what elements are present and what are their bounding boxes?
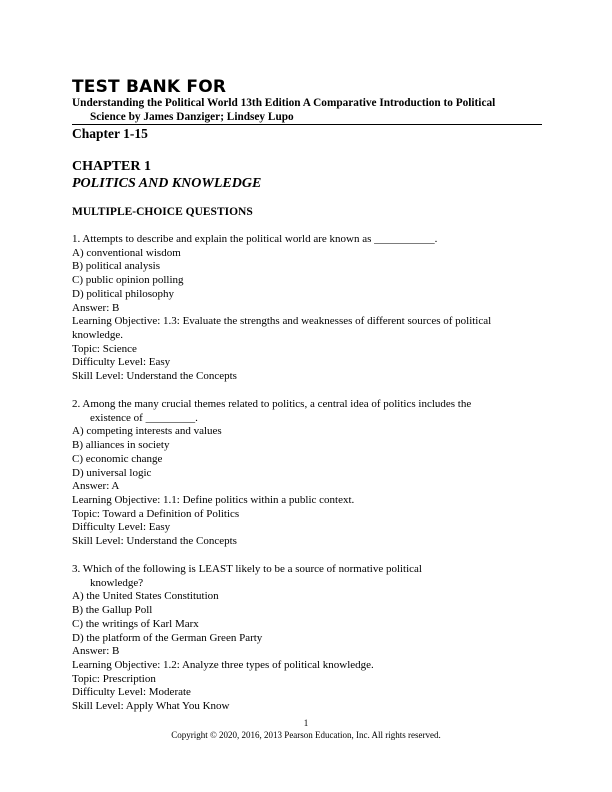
test-bank-title: TEST BANK FOR <box>72 77 227 97</box>
option-b: B) alliances in society <box>72 439 170 452</box>
answer: Answer: A <box>72 480 120 493</box>
topic: Topic: Prescription <box>72 672 156 685</box>
option-a: A) the United States Constitution <box>72 590 219 603</box>
question-2 <box>72 398 542 549</box>
option-d: D) political philosophy <box>72 287 175 300</box>
question-stem: 3. Which of the following is LEAST likely to be a source of normative political <box>72 563 422 575</box>
topic: Topic: Science <box>72 342 137 355</box>
book-title-line-1: Understanding the Political World 13th Edition A Comparative Introduction to Political <box>72 97 496 109</box>
question-stem: 2. Among the many crucial themes related to politics, a central idea of politics includes the <box>72 398 472 410</box>
question-stem: 1. Attempts to describe and explain the political world are known as ___________. <box>72 233 438 245</box>
book-title <box>72 96 542 124</box>
page-number: 1 <box>303 718 309 728</box>
answer: Answer: B <box>72 645 120 658</box>
option-d: D) the platform of the German Green Party <box>72 631 263 644</box>
learning-objective: Learning Objective: 1.2: Analyze three types of political knowledge. <box>72 658 374 671</box>
option-a: A) competing interests and values <box>72 425 222 438</box>
question-stem-continued: existence of _________. <box>90 411 198 424</box>
topic: Topic: Toward a Definition of Politics <box>72 507 240 520</box>
question-1 <box>72 233 542 384</box>
chapter-title: POLITICS AND KNOWLEDGE <box>72 176 262 191</box>
question-stem-continued: knowledge? <box>90 576 144 589</box>
chapter-range: Chapter 1-15 <box>72 126 148 141</box>
option-c: C) public opinion polling <box>72 274 184 287</box>
option-b: B) political analysis <box>72 260 160 273</box>
skill-level: Skill Level: Understand the Concepts <box>72 535 237 548</box>
option-d: D) universal logic <box>72 466 152 479</box>
skill-level: Skill Level: Understand the Concepts <box>72 370 237 383</box>
option-b: B) the Gallup Poll <box>72 604 153 617</box>
option-c: C) economic change <box>72 452 163 465</box>
option-c: C) the writings of Karl Marx <box>72 617 199 630</box>
learning-objective: Learning Objective: 1.3: Evaluate the strengths and weaknesses of different sources of political knowledge. <box>72 315 492 341</box>
section-heading: MULTIPLE-CHOICE QUESTIONS <box>72 206 253 218</box>
question-3 <box>72 563 542 714</box>
copyright-notice: Copyright © 2020, 2016, 2013 Pearson Education, Inc. All rights reserved. <box>171 730 441 740</box>
difficulty-level: Difficulty Level: Easy <box>72 521 171 534</box>
chapter-number: CHAPTER 1 <box>72 159 151 174</box>
difficulty-level: Difficulty Level: Easy <box>72 356 171 369</box>
header-divider <box>72 124 542 125</box>
skill-level: Skill Level: Apply What You Know <box>72 700 230 713</box>
option-a: A) conventional wisdom <box>72 246 181 259</box>
difficulty-level: Difficulty Level: Moderate <box>72 686 191 699</box>
answer: Answer: B <box>72 301 120 314</box>
learning-objective: Learning Objective: 1.1: Define politics within a public context. <box>72 493 355 506</box>
book-title-line-2: Science by James Danziger; Lindsey Lupo <box>90 111 294 123</box>
